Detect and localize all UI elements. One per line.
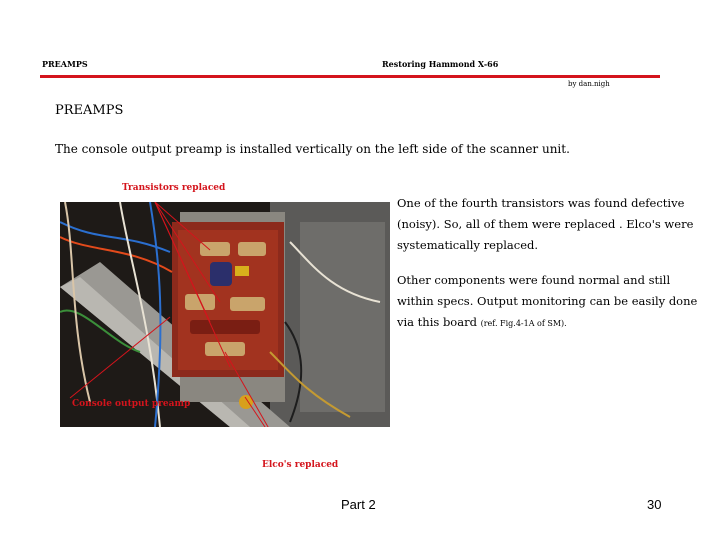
page-title: PREAMPS <box>55 103 124 118</box>
header-document-title: Restoring Hammond X-66 <box>382 59 499 69</box>
footer-section: Part 2 <box>341 497 376 512</box>
body-paragraph-2-main: Other components were found normal and still within specs. Output monitoring can be easily done via this board <box>397 273 698 329</box>
page-number: 30 <box>647 497 662 512</box>
intro-text: The console output preamp is installed vertically on the left side of the scanner unit. <box>55 142 570 156</box>
body-paragraph-2-reference: (ref. Fig.4-1A of SM). <box>480 319 567 328</box>
console-preamp-label: Console output preamp <box>72 399 191 409</box>
preamp-photo-illustration <box>60 202 390 427</box>
transistors-label: Transistors replaced <box>122 183 226 193</box>
body-paragraph-1: One of the fourth transistors was found defective (noisy). So, all of them were replaced . Elco's were systematically replaced. <box>397 196 694 252</box>
elcos-label: Elco's replaced <box>262 460 339 470</box>
header-author: by dan.nigh <box>568 80 610 88</box>
header-section-title: PREAMPS <box>42 59 88 69</box>
body-paragraph-2 <box>397 270 707 334</box>
preamp-photo <box>60 202 390 427</box>
header-rule <box>40 75 660 78</box>
